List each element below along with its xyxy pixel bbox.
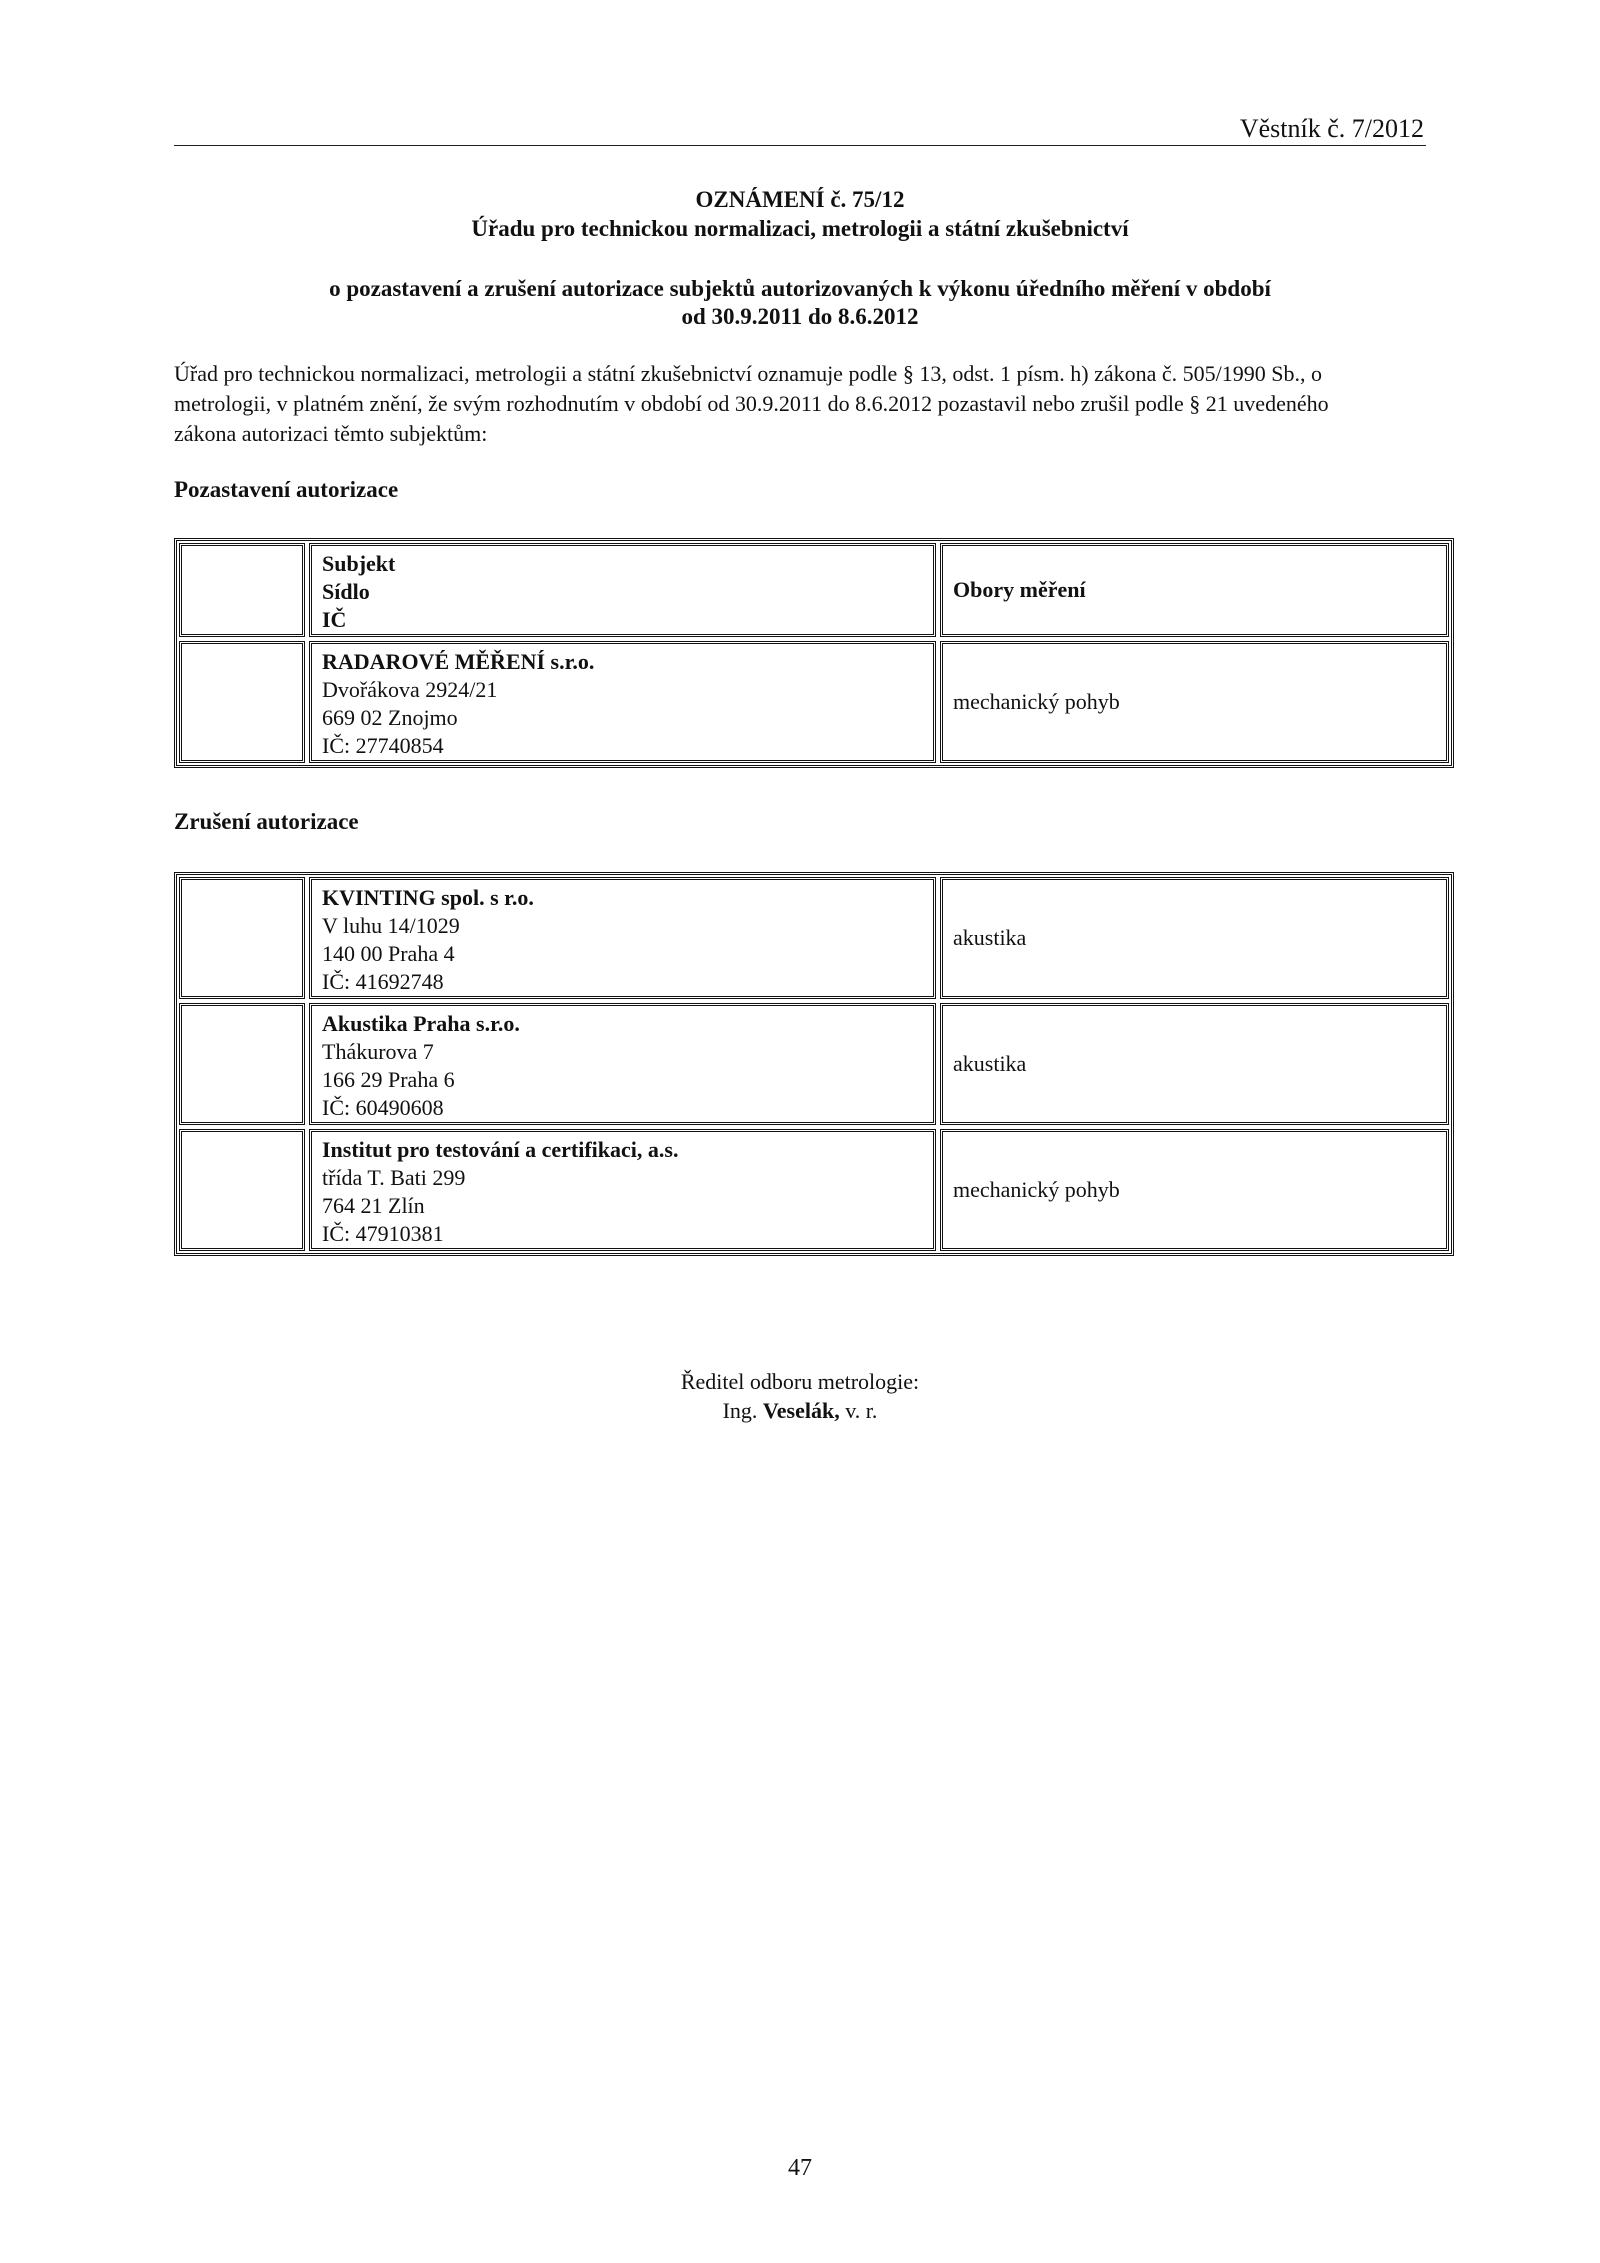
signature-block — [0, 1398, 1600, 1424]
publication-header: Věstník č. 7/2012 — [1239, 114, 1424, 143]
table-row — [179, 877, 1449, 999]
suspension-table — [174, 538, 1454, 768]
subject-city: 166 29 Praha 6 — [322, 1067, 455, 1092]
suspension-heading: Pozastavení autorizace — [174, 477, 399, 502]
blank-cell — [179, 543, 305, 637]
field-cell — [940, 641, 1449, 763]
signature-prefix: Ing. — [722, 1398, 758, 1423]
field-cell — [940, 1129, 1449, 1251]
body-line: Úřad pro technickou normalizaci, metrologii a státní zkušebnictví oznamuje podle § 13, odst. 1 písm. h) zákona č. 505/1990 Sb., o — [174, 361, 1323, 386]
subject-ic: IČ: 60490608 — [322, 1095, 444, 1120]
measurement-field: mechanický pohyb — [953, 1177, 1120, 1202]
header-rule — [174, 145, 1426, 146]
revocation-heading: Zrušení autorizace — [174, 809, 359, 834]
table-row — [179, 1129, 1449, 1251]
fields-header-cell — [940, 543, 1449, 637]
signature-role: Ředitel odboru metrologie: — [680, 1369, 920, 1394]
page-number: 47 — [788, 2155, 812, 2181]
table-row — [179, 641, 1449, 763]
id-header: IČ — [322, 607, 347, 632]
subject-ic: IČ: 27740854 — [322, 733, 444, 758]
subject-name: RADAROVÉ MĚŘENÍ s.r.o. — [322, 649, 595, 674]
body-line: zákona autorizaci těmto subjektům: — [174, 421, 488, 446]
subject-street: Thákurova 7 — [322, 1039, 434, 1064]
signature-suffix: v. r. — [845, 1398, 878, 1423]
field-cell — [940, 1003, 1449, 1125]
subject-cell — [309, 1003, 936, 1125]
notice-subject-line-1: o pozastavení a zrušení autorizace subjektů autorizovaných k výkonu úředního měření v období — [329, 276, 1271, 301]
subject-header-cell — [309, 543, 936, 637]
subject-street: třída T. Bati 299 — [322, 1165, 466, 1190]
subject-street: Dvořákova 2924/21 — [322, 677, 498, 702]
subject-cell — [309, 877, 936, 999]
subject-name: Akustika Praha s.r.o. — [322, 1011, 520, 1036]
measurement-field: akustika — [953, 1051, 1027, 1076]
notice-title: OZNÁMENÍ č. 75/12 — [695, 187, 905, 212]
blank-cell — [179, 877, 305, 999]
notice-issuer: Úřadu pro technickou normalizaci, metrologii a státní zkušebnictví — [471, 216, 1129, 241]
subject-city: 764 21 Zlín — [322, 1193, 425, 1218]
table-header-row — [179, 543, 1449, 637]
blank-cell — [179, 641, 305, 763]
subject-name: Institut pro testování a certifikaci, a.s. — [322, 1137, 679, 1162]
subject-cell — [309, 1129, 936, 1251]
seat-header: Sídlo — [322, 579, 370, 604]
subject-ic: IČ: 41692748 — [322, 969, 444, 994]
measurement-field: mechanický pohyb — [953, 689, 1120, 714]
table-row — [179, 1003, 1449, 1125]
notice-subject-line-2: od 30.9.2011 do 8.6.2012 — [681, 304, 919, 329]
body-line: metrologii, v platném znění, že svým rozhodnutím v období od 30.9.2011 do 8.6.2012 pozastavil nebo zrušil podle § 21 uvedeného — [174, 391, 1329, 416]
blank-cell — [179, 1003, 305, 1125]
blank-cell — [179, 1129, 305, 1251]
subject-city: 140 00 Praha 4 — [322, 941, 455, 966]
subject-street: V luhu 14/1029 — [322, 913, 460, 938]
subject-name: KVINTING spol. s r.o. — [322, 885, 534, 910]
subject-header: Subjekt — [322, 551, 396, 576]
signature-name: Veselák, — [762, 1398, 840, 1423]
measurement-field: akustika — [953, 925, 1027, 950]
body-paragraph — [174, 359, 1432, 449]
subject-city: 669 02 Znojmo — [322, 705, 458, 730]
subject-ic: IČ: 47910381 — [322, 1221, 444, 1246]
field-cell — [940, 877, 1449, 999]
subject-cell — [309, 641, 936, 763]
revocation-table — [174, 872, 1454, 1256]
fields-header: Obory měření — [953, 577, 1086, 602]
